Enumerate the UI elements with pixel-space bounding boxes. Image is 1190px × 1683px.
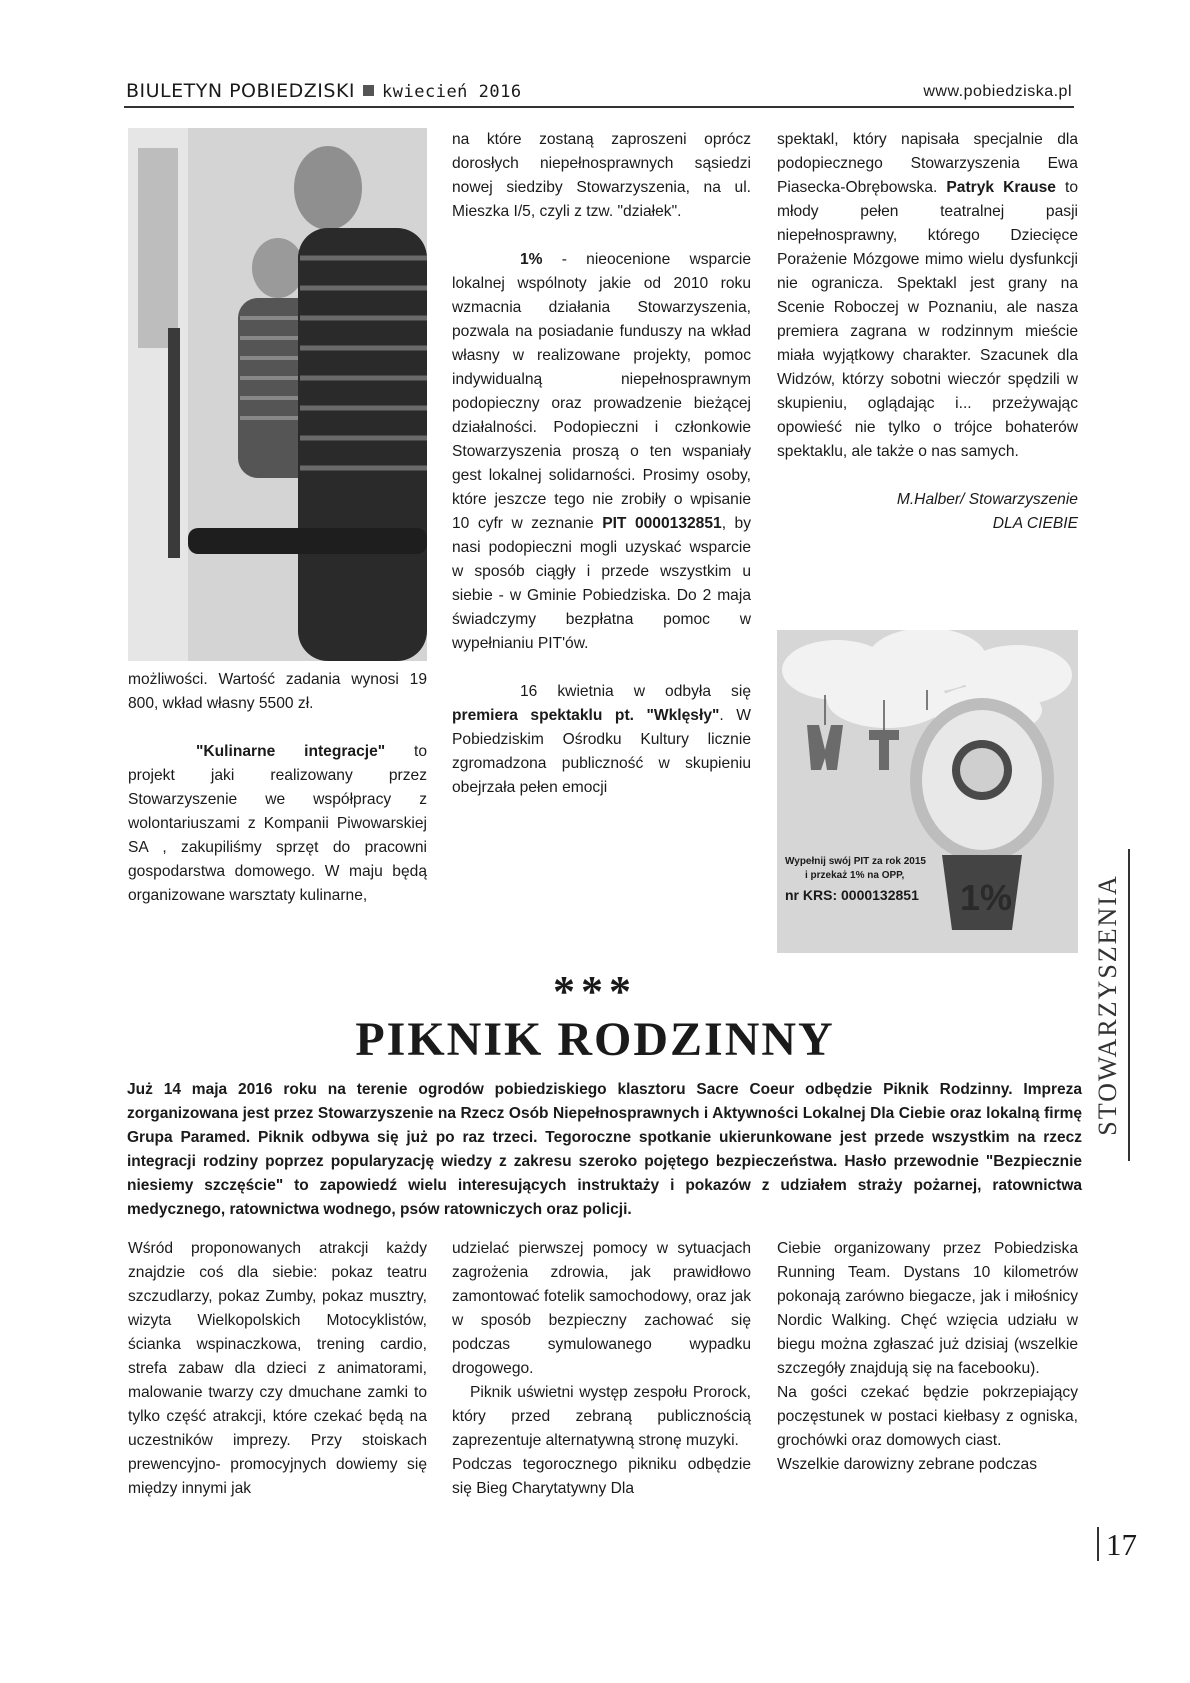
website-link[interactable]: www.pobiedziska.pl — [923, 83, 1072, 100]
top-col2-para-1: na które zostaną zaproszeni oprócz dorosłych niepełnosprawnych sąsiedzi nowej siedziby Stowarzyszenia, na ul. Mieszka I/5, czyli z tzw. "działek". — [452, 131, 751, 220]
article-title: PIKNIK RODZINNY — [355, 1013, 835, 1066]
section-sidebar-label: STOWARZYSZENIA — [1093, 874, 1122, 1136]
article-col2-para-2: Piknik uświetni występ zespołu Prorock, który przed zebraną publicznością zaprezentuje alternatywną stronę muzyki. — [452, 1384, 751, 1449]
top-col2-para-3: 16 kwietnia w odbyła się premiera spektaklu pt. "Wklęsły". W Pobiedziskim Ośrodku Kultury licznie zgromadzona publiczność w skupieniu obejrzała pełen emocji — [452, 683, 751, 796]
article-col3-para-3: Wszelkie darowizny zebrane podczas — [777, 1456, 1038, 1473]
article-col3-para-2: Na gości czekać będzie pokrzepiający poczęstunek w postaci kiełbasy z ogniska, grochówki oraz domowych ciast. — [777, 1384, 1078, 1449]
poster-line-1: Wypełnij swój PIT za rok 2015 — [785, 856, 926, 867]
top-column-3 — [777, 128, 1078, 536]
top-col1-para-2: "Kulinarne integracje" to projekt jaki realizowany przez Stowarzyszenie we współpracy z wolontariuszami z Kompanii Piwowarskiej SA , zakupiliśmy sprzęt do pracowni gospodarstwa domowego. W maju będą organizowane warsztaty kulinarne, — [128, 743, 428, 904]
top-col2-para-2: 1% - nieocenione wsparcie lokalnej wspólnoty jakie od 2010 roku wzmacnia działania Stowarzyszenia, pozwala na posiadanie funduszy na wkład własny w realizowane projekty, pomoc indywidualną niepełnosprawnym podopieczny oraz prowadzenie bieżącej działalności. Podopieczni i członkowie Stowarzyszenia proszą o ten wspaniały gest lokalnej solidarności. Prosimy osoby, które jeszcze tego nie zrobiły o wpisanie 10 cyfr w zeznanie PIT 0000132851, by nasi podopieczni mogli uzyskać wsparcie w sposób ciągły i przede wszystkim u siebie - w Gminie Pobiedziska. Do 2 maja świadczymy bezpłatna pomoc w wypełnianiu PIT'ów. — [452, 251, 751, 652]
article-col2-para-3: Podczas tegorocznego pikniku odbędzie się Bieg Charytatywny Dla — [452, 1456, 751, 1497]
kulinarne-title: "Kulinarne integracje" — [196, 743, 386, 760]
article-col1-para: Wśród proponowanych atrakcji każdy znajdzie coś dla siebie: pokaz teatru szczudlarzy, pokaz Zumby, pokaz musztry, wizyta Wielkopolskich Motocyklistów, ścianka wspinaczkowa, trening cardio, strefa zabaw dla dzieci z animatorami, malowanie twarzy czy dmuchane zamki to tylko część atrakcji, które czekać będą na uczestników imprezy. Przy stoiskach prewencyjno- promocyjnych dowiemy się między innymi jak — [128, 1240, 427, 1497]
article-col2-para-1: udzielać pierwszej pomocy w sytuacjach zagrożenia zdrowia, jak prawidłowo zamontować fotelik samochodowy, oraz jak w sposób bezpieczny zachować się podczas symulowanego wypadku drogowego. — [452, 1240, 751, 1377]
article-column-2 — [452, 1237, 751, 1501]
top-col1-para-1: możliwości. Wartość zadania wynosi 19 800, wkład własny 5500 zł. — [128, 671, 427, 712]
pit-number: PIT 0000132851 — [602, 515, 722, 532]
article-column-1 — [128, 1237, 427, 1501]
section-separator-stars: *** — [553, 967, 637, 1016]
publication-title: BIULETYN POBIEDZISKI — [126, 80, 356, 102]
header-separator — [363, 85, 374, 96]
article-signature-1: M.Halber/ Stowarzyszenie — [896, 491, 1078, 508]
top-column-2 — [452, 128, 751, 800]
photo-treadmill — [128, 128, 427, 661]
article-lead: Już 14 maja 2016 roku na terenie ogrodów pobiedziskiego klasztoru Sacre Coeur odbędzie Piknik Rodzinny. Impreza zorganizowana jest przez Stowarzyszenie na Rzecz Osób Niepełnosprawnych i Aktywności Lokalnej Dla Ciebie oraz lokalną firmę Grupa Paramed. Piknik odbywa się już po raz trzeci. Tegoroczne spotkanie ukierunkowane jest przede wszystkim na rzecz integracji rodziny poprzez popularyzację wiedzy z zakresu szeroko pojętego bezpieczeństwa. Hasło przewodnie "Bezpiecznie niesiemy szczęście" to zapowiedź wielu interesujących instruktaży i pokazów z udziałem straży pożarnej, ratownictwa medycznego, ratownictwa wodnego, psów ratowniczych oraz policji. — [127, 1081, 1082, 1218]
page-number-divider — [1097, 1527, 1099, 1561]
article-col3-para-1: Ciebie organizowany przez Pobiedziska Running Team. Dystans 10 kilometrów pokonają zarówno biegacze, jak i miłośnicy Nordic Walking. Chęć wzięcia udziału w biegu można zgłaszać już dzisiaj (wszelkie szczegóły znajdują się na facebooku). — [777, 1240, 1078, 1377]
one-percent-poster — [777, 630, 1078, 953]
issue-date: kwiecień 2016 — [382, 82, 522, 102]
poster-line-3: nr KRS: 0000132851 — [785, 887, 919, 903]
article-column-3 — [777, 1237, 1078, 1477]
top-column-1 — [128, 668, 427, 908]
page-number: 17 — [1106, 1527, 1137, 1562]
header-divider — [124, 106, 1074, 108]
publication-header — [126, 80, 522, 102]
top-col3-para-1: spektakl, który napisała specjalnie dla podopiecznego Stowarzyszenia Ewa Piasecka-Obrębowska. Patryk Krause to młody pełen teatralnej pasji niepełnosprawny, którego Dziecięce Porażenie Mózgowe mimo wielu dysfunkcji nie ogranicza. Spektakl jest grany na Scenie Roboczej w Poznaniu, ale nasza premiera zagrana w rodzinnym mieście miała wyjątkowy charakter. Szacunek dla Widzów, którzy sobotni wieczór spędzili w skupieniu, oglądając i... przeżywając opowieść nie tylko o trójce bohaterów spektaklu, ale także o nas samych. — [777, 131, 1079, 460]
article-signature-2: DLA CIEBIE — [992, 515, 1078, 532]
poster-line-2: i przekaż 1% na OPP, — [805, 870, 905, 881]
poster-badge: 1% — [960, 877, 1013, 918]
